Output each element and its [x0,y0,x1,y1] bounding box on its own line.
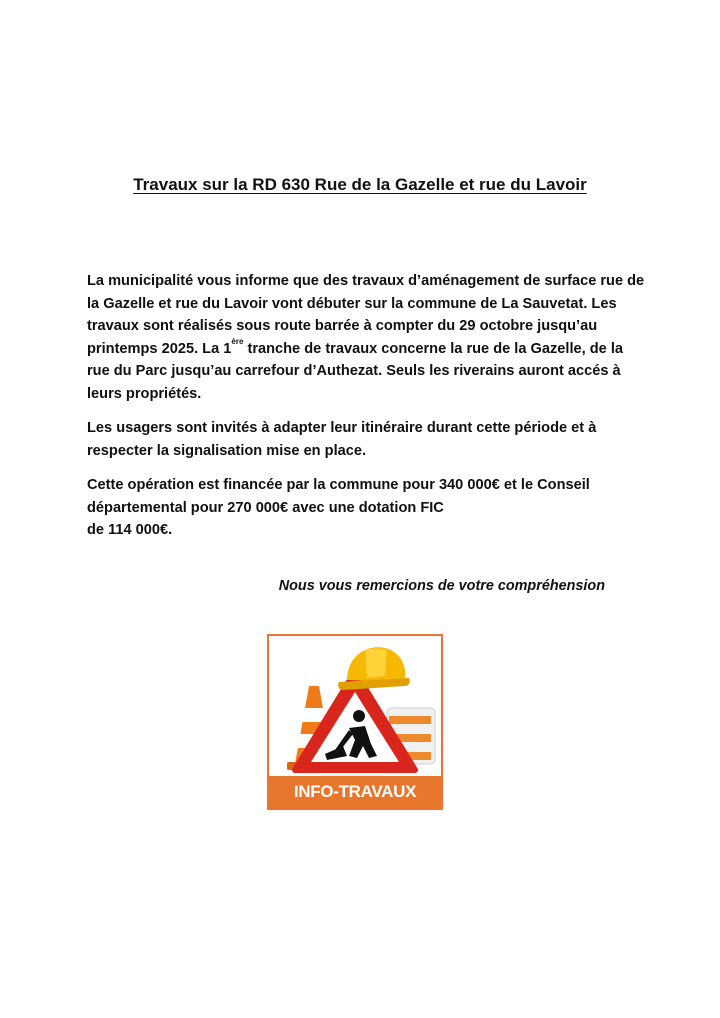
closing-thanks: Nous vous remercions de votre compréhension [278,578,605,594]
ordinal-superscript: ère [231,336,244,346]
paragraph-works-info-part1: La municipalité vous informe que des travaux d’aménagement de surface rue de la Gazelle et rue du Lavoir vont débuter sur la commune de La Sauvetat. Les travaux sont réalisés sous route barrée à compter du 29 octobre jusqu’au printemps 2025. La 1 [87,273,645,357]
info-travaux-label: INFO-TRAVAUX [269,776,441,808]
roadworks-illustration [269,636,441,776]
info-travaux-logo [267,634,443,810]
paragraph-works-info-part2: tranche de travaux concerne la rue de la Gazelle, de la rue du Parc jusqu’au carrefour d’Authezat. Seuls les riverains auront accés à leurs propriétés. [87,340,624,402]
paragraph-itinerary: Les usagers sont invités à adapter leur itinéraire durant cette période et à respecter la signalisation mise en place. [87,420,597,459]
paragraph-funding-line2: de 114 000€. [87,522,173,538]
hard-hat-icon [338,647,410,690]
paragraph-funding-line1: Cette opération est financée par la commune pour 340 000€ et le Conseil départemental pour 270 000€ avec une dotation FIC [87,477,590,516]
paragraph-works-info [87,270,647,405]
page-title: Travaux sur la RD 630 Rue de la Gazelle et rue du Lavoir [133,175,587,194]
announcement-body [87,270,647,554]
paragraph-funding [87,474,647,542]
